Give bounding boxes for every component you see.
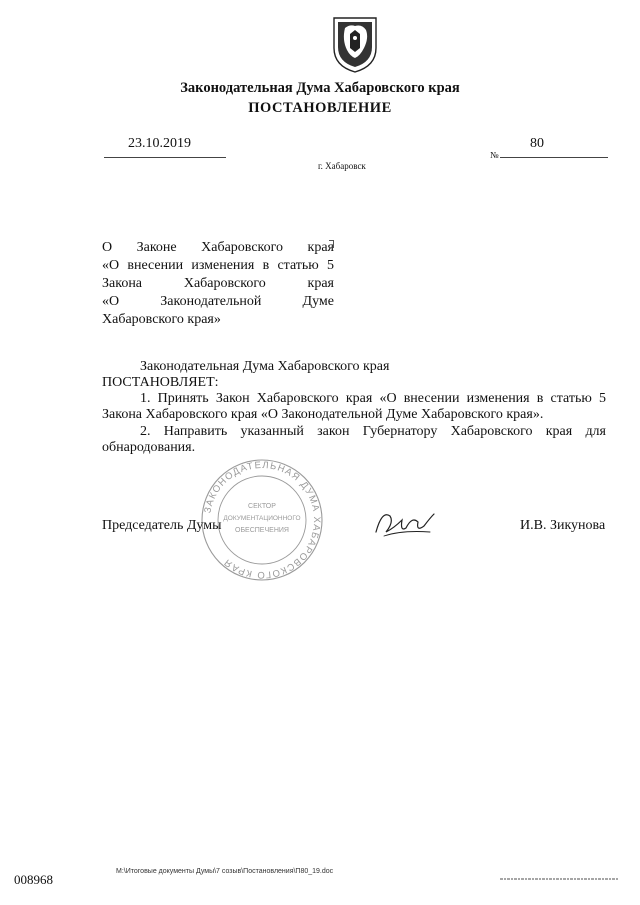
number-underline [500,157,608,158]
file-path: M:\Итоговые документы Думы\7 созыв\Постановления\П80_19.doc [116,868,334,875]
document-date: 23.10.2019 [128,136,191,151]
date-underline [104,157,226,158]
number-sign: № [490,150,499,160]
body-line: ПОСТАНОВЛЯЕТ: [102,375,219,390]
signature-icon [372,502,438,542]
organization-name: Законодательная Дума Хабаровского края [180,80,460,96]
body-line: 2. Направить указанный закон Губернатору Хабаровского края для [140,424,606,439]
chairman-name: И.В. Зикунова [520,518,606,533]
subject-line: О Законе Хабаровского края [102,240,334,255]
body-line: Закона Хабаровского края «О Законодательной Думе Хабаровского края». [102,407,544,422]
subject-line: «О внесении изменения в статью 5 [102,258,334,273]
body-line: Законодательная Дума Хабаровского края [140,359,390,374]
document-type-title: ПОСТАНОВЛЕНИЕ [248,100,392,116]
body-line: 1. Принять Закон Хабаровского края «О внесении изменения в статью 5 [140,391,606,406]
body-line: обнародования. [102,440,196,455]
subject-line: Хабаровского края» [102,312,221,327]
subject-corner-mark [329,240,334,248]
stamp-inner-line: ДОКУМЕНТАЦИОННОГО [223,515,301,522]
chairman-title: Председатель Думы [102,518,222,533]
document-number: 80 [530,136,544,151]
document-city: г. Хабаровск [318,161,366,171]
stamp-inner-line: СЕКТОР [248,503,276,510]
print-note-mark [500,876,618,882]
subject-line: Закона Хабаровского края [102,276,334,291]
subject-line: «О Законодательной Думе [102,294,334,309]
stamp-inner-line: ОБЕСПЕЧЕНИЯ [235,527,289,534]
stamp-outer-text: ЗАКОНОДАТЕЛЬНАЯ ДУМА ХАБАРОВСКОГО КРАЯ [202,459,323,581]
page-index-number: 008968 [14,872,53,887]
coat-of-arms-icon [330,14,380,74]
